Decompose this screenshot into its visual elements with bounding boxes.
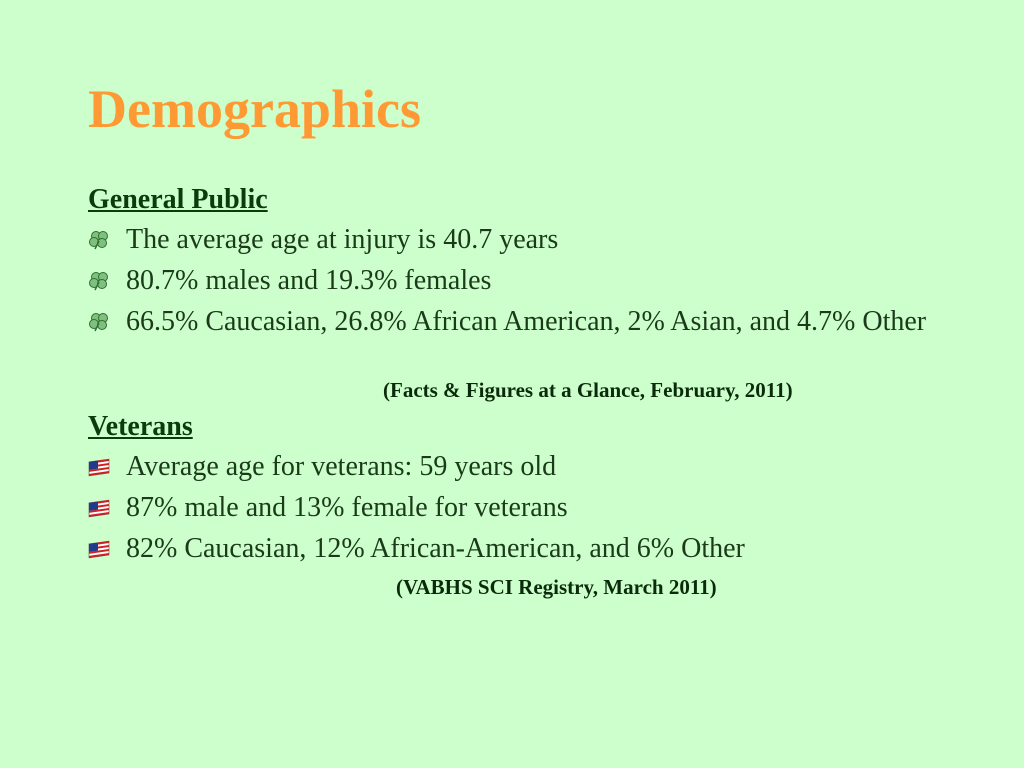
bullet-text: The average age at injury is 40.7 years — [126, 224, 559, 255]
us-flag-icon — [88, 498, 110, 518]
citation-veterans: (VABHS SCI Registry, March 2011) — [396, 575, 717, 599]
list-item — [88, 492, 928, 524]
general-public-list — [88, 224, 928, 347]
clover-icon — [88, 271, 110, 291]
bullet-text: 82% Caucasian, 12% African-American, and 6% Other — [126, 533, 745, 564]
list-item — [88, 533, 928, 565]
clover-icon — [88, 230, 110, 250]
bullet-text: 66.5% Caucasian, 26.8% African American, 2% Asian, and 4.7% Other — [126, 306, 927, 337]
section-heading-general-public: General Public — [88, 184, 268, 215]
list-item — [88, 306, 928, 338]
list-item — [88, 224, 928, 256]
clover-icon — [88, 312, 110, 332]
us-flag-icon — [88, 457, 110, 477]
us-flag-icon — [88, 539, 110, 559]
slide-title: Demographics — [88, 79, 421, 139]
list-item — [88, 265, 928, 297]
bullet-text: Average age for veterans: 59 years old — [126, 451, 557, 482]
list-item — [88, 451, 928, 483]
bullet-text: 80.7% males and 19.3% females — [126, 265, 492, 296]
section-heading-veterans: Veterans — [88, 411, 193, 442]
veterans-list — [88, 451, 928, 574]
bullet-text: 87% male and 13% female for veterans — [126, 492, 568, 523]
citation-general-public: (Facts & Figures at a Glance, February, 2011) — [383, 378, 793, 402]
